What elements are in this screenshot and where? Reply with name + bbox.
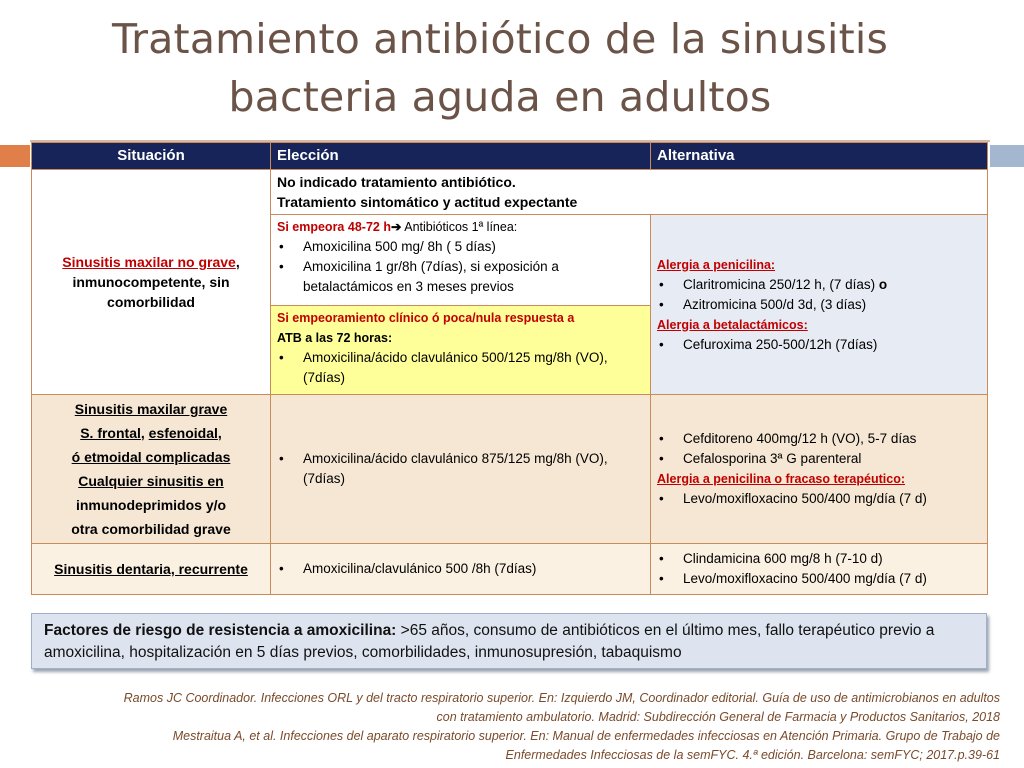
no-treatment-cell — [271, 170, 988, 215]
risk-factors-label: Factores de riesgo de resistencia a amoxicilina: — [44, 622, 397, 639]
risk-factors-text: >65 años, consumo de antibióticos en el último mes, fallo terapéutico previo a amoxicilina, hospitalización en 5 días previos, comorbilidades, inmunosupresión, tabaquismo — [44, 622, 935, 661]
header-situacion: Situación — [32, 143, 271, 170]
table-row — [32, 395, 988, 544]
situation-esfenoidal: esfenoidal — [148, 425, 218, 441]
reference-line: con tratamiento ambulatorio. Madrid: Subdirección General de Farmacia y Productos Sanitarios, 2018 — [436, 710, 1000, 724]
situation-sep: , — [217, 425, 222, 441]
table-row — [32, 544, 988, 595]
situation-cell-row2 — [32, 395, 271, 544]
list-item — [683, 275, 981, 295]
clinical-worse-colon: : — [387, 331, 393, 345]
alternative-list-2 — [657, 489, 981, 509]
list-item: • Azitromicina 500/d 3d, (3 días) — [683, 295, 981, 315]
alternative-list-1 — [657, 429, 981, 469]
list-item: • Levo/moxifloxacino 500/400 mg/día (7 d) — [683, 489, 981, 509]
allergy-betalactam-label: Alergia a betalactámicos: — [657, 317, 808, 332]
list-item-text: Claritromicina 250/12 h, (7 días) — [683, 276, 876, 292]
alternative-cell-row1 — [651, 215, 988, 395]
allergy-failure-label: Alergia a penicilina o fracaso terapéutico: — [657, 472, 905, 486]
first-line-list — [277, 237, 644, 297]
worsen-hours: 48-72 h — [347, 220, 391, 234]
references — [20, 689, 1000, 765]
situation-line: ó etmoidal complicadas — [71, 449, 231, 465]
allergy-penicillin-label: Alergia a penicilina: — [657, 257, 776, 272]
alternative-list-1 — [657, 275, 981, 315]
choice-list — [277, 559, 644, 579]
header-alternativa: Alternativa — [651, 143, 988, 170]
situation-text: , inmunocompetente, sin comorbilidad — [72, 254, 240, 310]
accent-bar-left — [0, 145, 30, 167]
slide-title — [0, 10, 1000, 126]
no-treatment-line-1: No indicado tratamiento antibiótico. — [277, 174, 516, 190]
list-item: • Amoxicilina/ácido clavulánico 875/125 mg/8h (VO), (7días) — [303, 449, 644, 489]
clinical-worse-text: ATB a las — [277, 331, 337, 345]
list-item: • Amoxicilina/clavulánico 500 /8h (7días) — [303, 559, 644, 579]
treatment-table — [31, 142, 988, 595]
list-item: • Cefditoreno 400mg/12 h (VO), 5-7 días — [683, 429, 981, 449]
alternative-list-2 — [657, 335, 981, 355]
situation-line — [38, 421, 264, 445]
or-connector: o — [878, 276, 888, 292]
worsen-line — [277, 217, 644, 237]
list-item: • Amoxicilina 500 mg/ 8h ( 5 días) — [303, 237, 644, 257]
alternative-cell-row2 — [651, 395, 988, 544]
list-item: • Cefuroxima 250-500/12h (7días) — [683, 335, 981, 355]
situation-sep: , — [140, 425, 149, 441]
situation-frontal: S. frontal — [80, 425, 141, 441]
situation-cell-row1 — [32, 170, 271, 395]
no-treatment-line-2: Tratamiento sintomático y actitud expectante — [277, 194, 578, 210]
table-header-row — [32, 143, 988, 170]
choice-cell-row3 — [271, 544, 651, 595]
accent-bar-right — [990, 145, 1024, 167]
list-item: • Clindamicina 600 mg/8 h (7-10 d) — [683, 549, 981, 569]
clinical-worse-line-1: Si empeoramiento clínico ó poca/nula respuesta a — [277, 311, 575, 325]
worsen-suffix: Antibióticos 1ª línea: — [401, 220, 518, 234]
situation-line: Sinusitis maxilar grave — [74, 401, 228, 417]
situation-cell-row3: Sinusitis dentaria, recurrente — [32, 544, 271, 595]
second-line-choice-cell — [271, 306, 651, 395]
risk-factors-box — [31, 613, 987, 669]
situation-line: otra comorbilidad grave — [71, 521, 231, 537]
situation-highlight: Sinusitis maxilar no grave — [62, 254, 236, 270]
alternative-list — [657, 549, 981, 589]
title-line-2: bacteria aguda en adultos — [228, 73, 772, 121]
choice-cell-row2 — [271, 395, 651, 544]
reference-line: Ramos JC Coordinador. Infecciones ORL y del tracto respiratorio superior. En: Izquierdo JM, Coordinador editorial. Guía de uso de antimicrobianos en adultos — [123, 691, 1000, 705]
title-line-1: Tratamiento antibiótico de la sinusitis — [111, 15, 889, 63]
reference-line: Enfermedades Infecciosas de la semFYC. 4.ª edición. Barcelona: semFYC; 2017.p.39-61 — [505, 748, 1000, 762]
list-item: • Amoxicilina 1 gr/8h (7días), si exposición a betalactámicos en 3 meses previos — [303, 257, 644, 297]
list-item: • Amoxicilina/ácido clavulánico 500/125 mg/8h (VO), (7días) — [303, 348, 644, 388]
situation-line: inmunodeprimidos y/o — [75, 497, 227, 513]
list-item: • Cefalosporina 3ª G parenteral — [683, 449, 981, 469]
second-line-list — [277, 348, 644, 388]
first-line-choice-cell — [271, 215, 651, 306]
table-row — [32, 170, 988, 215]
alternative-cell-row3 — [651, 544, 988, 595]
situation-line: Cualquier sinusitis en — [78, 473, 224, 489]
worsen-prefix: Si empeora — [277, 220, 348, 234]
right-arrow-icon: ➔ — [390, 220, 402, 234]
clinical-worse-hours: 72 horas — [336, 331, 388, 345]
clinical-worse-line-2 — [277, 328, 644, 348]
list-item: • Levo/moxifloxacino 500/400 mg/día (7 d) — [683, 569, 981, 589]
header-eleccion: Elección — [271, 143, 651, 170]
choice-list — [277, 449, 644, 489]
reference-line: Mestraitua A, et al. Infecciones del aparato respiratorio superior. En: Manual de enfermedades infecciosas en Atención Primaria. Grupo de Trabajo de — [172, 729, 1000, 743]
